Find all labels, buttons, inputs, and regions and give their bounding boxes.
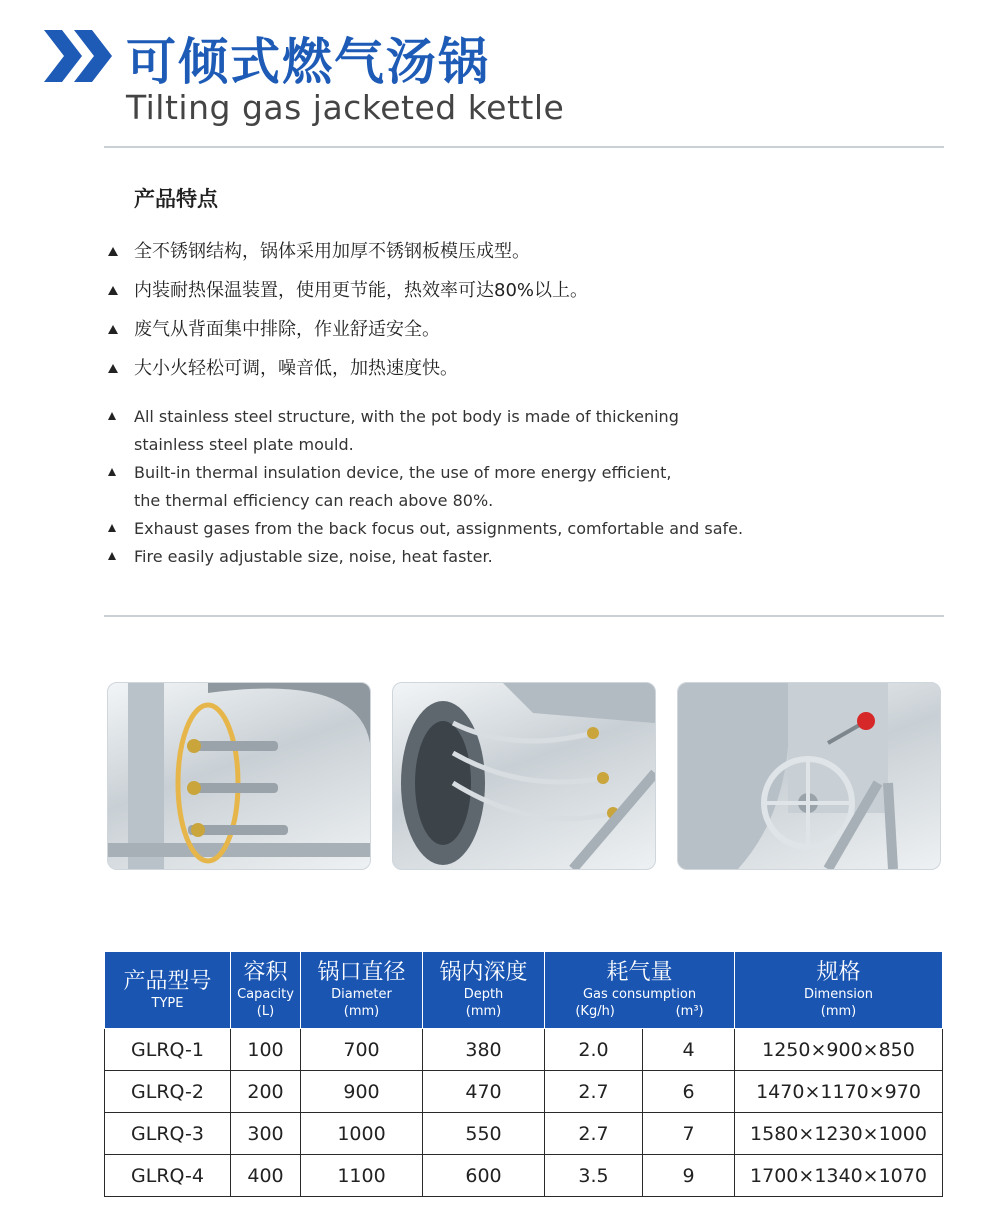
cell-type: GLRQ-1 — [105, 1029, 231, 1071]
bullet-triangle-icon — [108, 364, 118, 373]
header-depth: 锅内深度 Depth (mm) — [423, 952, 545, 1029]
bullet-triangle-icon — [108, 247, 118, 256]
cell-capacity: 400 — [231, 1155, 301, 1197]
cell-capacity: 100 — [231, 1029, 301, 1071]
cell-dimension: 1250×900×850 — [735, 1029, 943, 1071]
cell-gas-m3: 4 — [643, 1029, 735, 1071]
bullet-triangle-icon — [108, 286, 118, 295]
cell-gas-kgh: 3.5 — [545, 1155, 643, 1197]
header-dimension: 规格 Dimension (mm) — [735, 952, 943, 1029]
bullet-triangle-icon — [108, 468, 116, 476]
cell-depth: 380 — [423, 1029, 545, 1071]
cell-gas-m3: 7 — [643, 1113, 735, 1155]
bullet-triangle-icon — [108, 524, 116, 532]
cell-type: GLRQ-4 — [105, 1155, 231, 1197]
page-title: 可倾式燃气汤锅 — [126, 33, 490, 91]
header-diameter: 锅口直径 Diameter (mm) — [301, 952, 423, 1029]
table-row — [105, 1113, 943, 1155]
cell-gas-kgh: 2.7 — [545, 1113, 643, 1155]
bullet-triangle-icon — [108, 412, 116, 420]
page-subtitle: Tilting gas jacketed kettle — [126, 88, 565, 127]
cell-type: GLRQ-3 — [105, 1113, 231, 1155]
cell-diameter: 700 — [301, 1029, 423, 1071]
feature-item-en: Built-in thermal insulation device, the use of more energy efficient, the thermal efficiency can reach above 80%. — [104, 459, 814, 515]
feature-item-cn: 内装耐热保温装置，使用更节能，热效率可达80%以上。 — [104, 271, 588, 310]
table-row — [105, 1071, 943, 1113]
cell-depth: 550 — [423, 1113, 545, 1155]
cell-gas-m3: 9 — [643, 1155, 735, 1197]
features-list-en — [104, 403, 814, 571]
table-row — [105, 1029, 943, 1071]
cell-capacity: 300 — [231, 1113, 301, 1155]
features-heading: 产品特点 — [134, 187, 218, 211]
cell-capacity: 200 — [231, 1071, 301, 1113]
cell-type: GLRQ-2 — [105, 1071, 231, 1113]
cell-depth: 470 — [423, 1071, 545, 1113]
product-photo-handwheel — [677, 682, 941, 870]
feature-item-en: Exhaust gases from the back focus out, assignments, comfortable and safe. — [104, 515, 814, 543]
bullet-triangle-icon — [108, 325, 118, 334]
double-chevron-icon — [44, 30, 114, 82]
product-photo-gas-pipes — [392, 682, 656, 870]
feature-item-en: Fire easily adjustable size, noise, heat faster. — [104, 543, 814, 571]
cell-dimension: 1580×1230×1000 — [735, 1113, 943, 1155]
table-row — [105, 1155, 943, 1197]
divider-top — [104, 146, 944, 148]
divider-middle — [104, 615, 944, 617]
feature-item-cn: 废气从背面集中排除，作业舒适安全。 — [104, 310, 588, 349]
features-list-cn — [104, 232, 588, 388]
cell-dimension: 1470×1170×970 — [735, 1071, 943, 1113]
spec-table — [104, 951, 943, 1197]
header-capacity: 容积 Capacity (L) — [231, 952, 301, 1029]
cell-gas-m3: 6 — [643, 1071, 735, 1113]
header-type: 产品型号 TYPE — [105, 952, 231, 1029]
cell-diameter: 1000 — [301, 1113, 423, 1155]
cell-diameter: 900 — [301, 1071, 423, 1113]
feature-item-en: All stainless steel structure, with the pot body is made of thickening stainless steel plate mould. — [104, 403, 814, 459]
header-gas-consumption: 耗气量 Gas consumption (Kg/h) (m³) — [545, 952, 735, 1029]
feature-item-cn: 大小火轻松可调，噪音低，加热速度快。 — [104, 349, 588, 388]
cell-gas-kgh: 2.0 — [545, 1029, 643, 1071]
bullet-triangle-icon — [108, 552, 116, 560]
cell-diameter: 1100 — [301, 1155, 423, 1197]
cell-dimension: 1700×1340×1070 — [735, 1155, 943, 1197]
product-photo-burners — [107, 682, 371, 870]
feature-item-cn: 全不锈钢结构，锅体采用加厚不锈钢板模压成型。 — [104, 232, 588, 271]
cell-gas-kgh: 2.7 — [545, 1071, 643, 1113]
cell-depth: 600 — [423, 1155, 545, 1197]
